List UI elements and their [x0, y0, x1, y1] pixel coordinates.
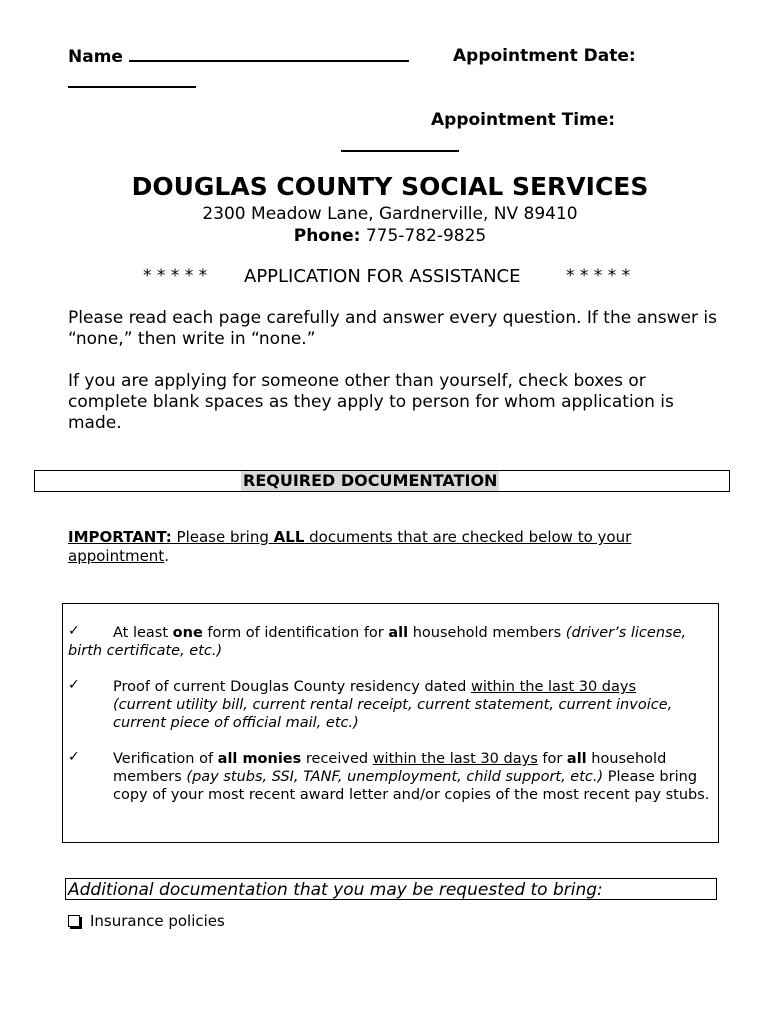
appointment-date-label: Appointment Date: [453, 46, 636, 66]
name-label: Name [68, 47, 123, 67]
additional-item-label: Insurance policies [90, 912, 225, 930]
additional-item [68, 912, 225, 930]
application-heading: APPLICATION FOR ASSISTANCE [244, 266, 521, 287]
required-documents-checklist [62, 603, 719, 843]
agency-phone [0, 226, 770, 246]
important-note: IMPORTANT: Please bring ALL documents that are checked below to your appointment. [68, 528, 632, 565]
appointment-date-blank[interactable] [68, 72, 196, 88]
phone-label: Phone: [293, 226, 361, 246]
check-icon[interactable]: ✓ [68, 623, 80, 639]
name-blank[interactable] [129, 46, 409, 62]
phone-number: 775-782-9825 [365, 226, 487, 246]
stars-right: * * * * * [566, 266, 631, 286]
required-documentation-bar [34, 470, 730, 492]
check-icon[interactable]: ✓ [68, 677, 80, 693]
agency-address: 2300 Meadow Lane, Gardnerville, NV 89410 [202, 204, 578, 224]
checkbox-icon[interactable] [68, 915, 80, 927]
checklist-item-identification: At least one form of identification for all household members (driver’s license, birth certificate, etc.) [68, 625, 687, 659]
important-label: IMPORTANT: [68, 528, 172, 546]
checklist-item-residency: Proof of current Douglas County residency dated within the last 30 days (current utility bill, current rental receipt, current statement, current invoice, current piece of official mail, etc.) [113, 679, 673, 731]
stars-left: * * * * * [143, 266, 208, 286]
name-field [68, 46, 409, 67]
additional-documentation-heading: Additional documentation that you may be requested to bring: [65, 878, 717, 900]
instructions-paragraph-2: If you are applying for someone other than yourself, check boxes or complete blank spaces as they apply to person for whom application is made. [68, 371, 674, 433]
required-documentation-label: REQUIRED DOCUMENTATION [243, 471, 498, 490]
checklist-item-income: Verification of all monies received within the last 30 days for all household members (pay stubs, SSI, TANF, unemployment, child support, etc.) Please bring copy of your most recent award letter and/or copies of the most recent pay stubs. [113, 751, 710, 803]
check-icon[interactable]: ✓ [68, 749, 80, 765]
instructions-paragraph-1: Please read each page carefully and answer every question. If the answer is “none,” then write in “none.” [68, 308, 717, 349]
appointment-time-label: Appointment Time: [431, 110, 616, 130]
appointment-time-blank[interactable] [341, 136, 459, 152]
agency-title: DOUGLAS COUNTY SOCIAL SERVICES [131, 172, 649, 201]
